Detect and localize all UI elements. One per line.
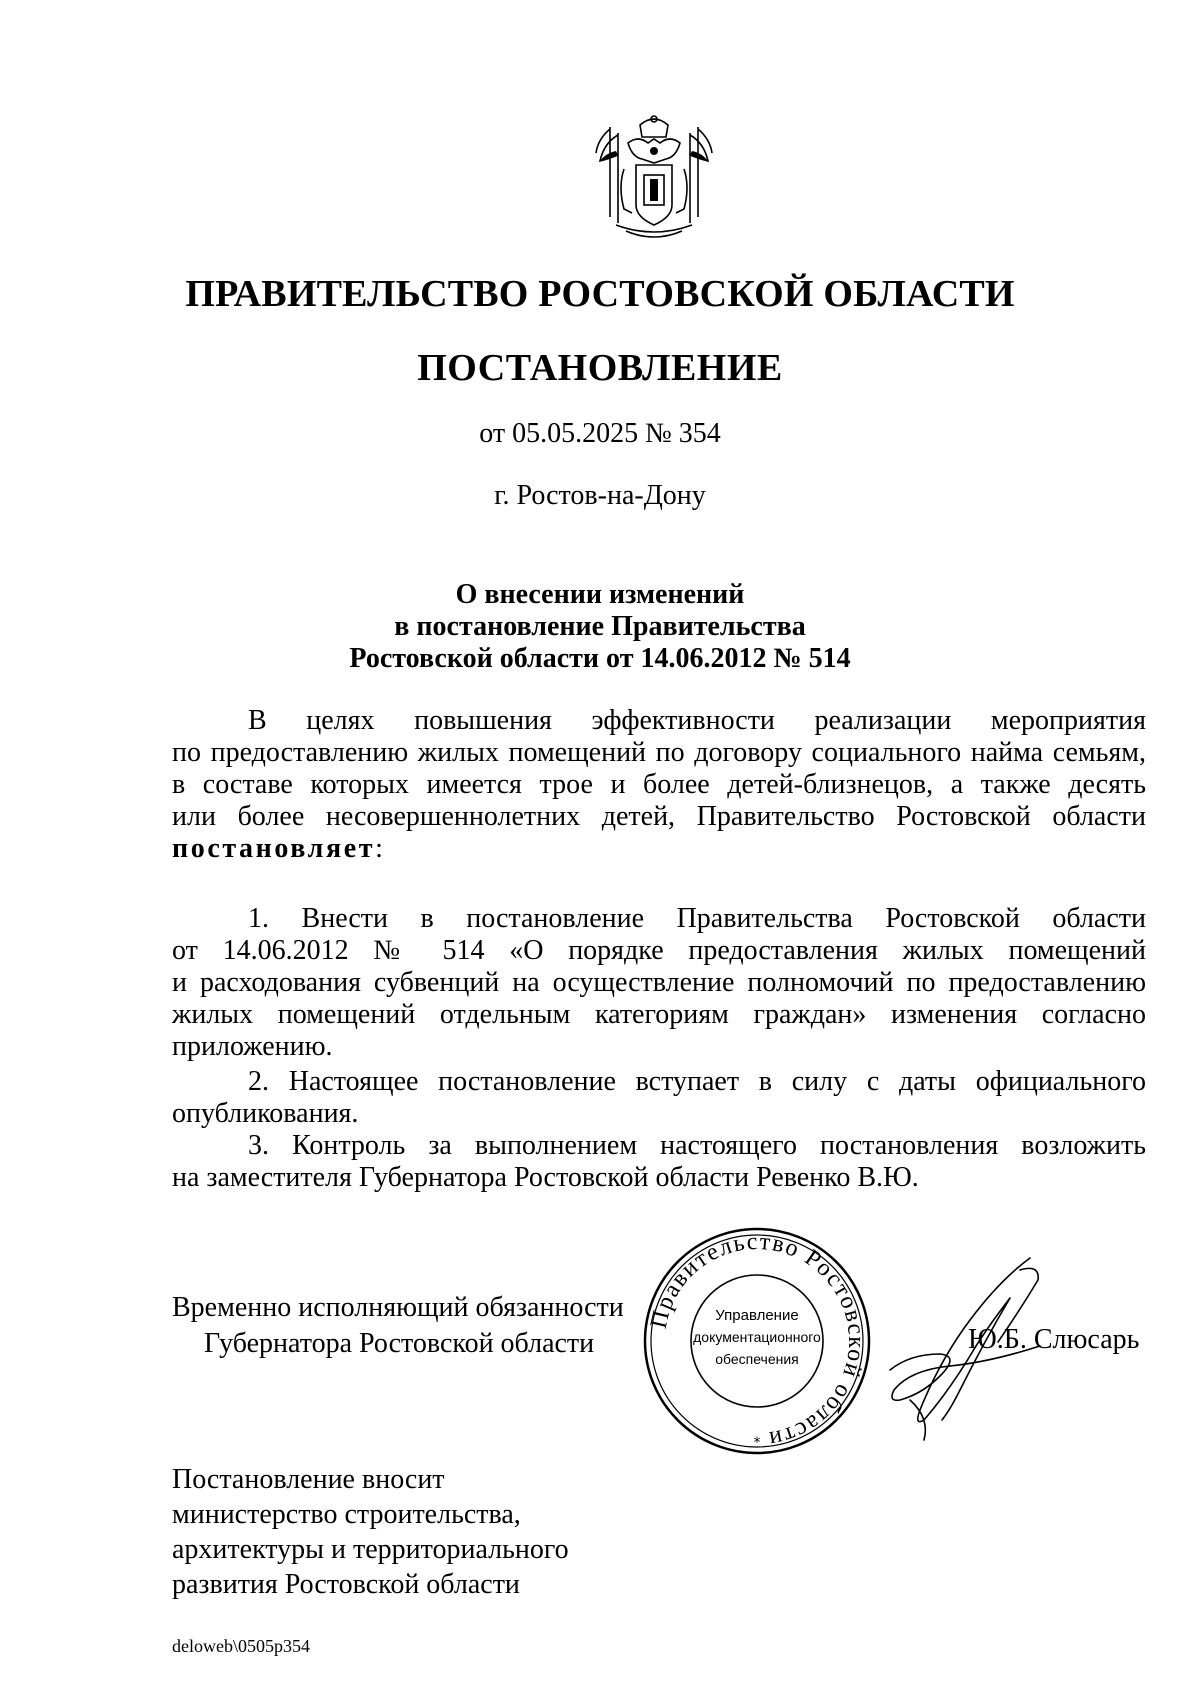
text-line: 3. Контроль за выполнением настоящего постановления возложить	[248, 1130, 1146, 1161]
city: г. Ростов-на-Дону	[494, 480, 706, 511]
text-line: В целях повышения эффективности реализации мероприятия	[248, 705, 1146, 736]
text-line: или более несовершеннолетних детей, Правительство Ростовской области	[172, 801, 1146, 832]
text-line: 1. Внести в постановление Правительства Ростовской области	[248, 903, 1146, 934]
contributor-line: министерство строительства,	[172, 1499, 521, 1530]
position-line: Губернатора Ростовской области	[204, 1328, 595, 1359]
position-line: Временно исполняющий обязанности	[172, 1292, 624, 1323]
text-line: 2. Настоящее постановление вступает в силу с даты официального	[248, 1066, 1146, 1097]
subject-line: в постановление Правительства	[394, 611, 806, 642]
text-line: на заместителя Губернатора Ростовской области Ревенко В.Ю.	[172, 1162, 919, 1193]
signatory-name: Ю.Б. Слюсарь	[968, 1324, 1140, 1355]
contributor-line: развития Ростовской области	[172, 1569, 520, 1600]
text-line: в составе которых имеется трое и более детей-близнецов, а также десять	[172, 769, 1146, 800]
rostov-oblast-coat-of-arms-icon	[588, 113, 720, 245]
stamp-inner-line: обеспечения	[715, 1351, 799, 1367]
subject-line: О внесении изменений	[455, 579, 745, 610]
contributor-line: Постановление вносит	[172, 1464, 445, 1495]
decree-line	[172, 833, 1146, 865]
document-type: ПОСТАНОВЛЕНИЕ	[417, 347, 783, 389]
decree-colon: :	[375, 833, 383, 864]
text-line: по предоставлению жилых помещений по договору социального найма семьям,	[172, 737, 1146, 768]
signatory-position	[172, 1290, 624, 1362]
item-1-paragraph	[172, 903, 1146, 1063]
stamp-inner-line: документационного	[693, 1329, 821, 1345]
file-reference: deloweb\0505p354	[172, 1636, 310, 1656]
contributor-note	[172, 1462, 569, 1602]
organization-title: ПРАВИТЕЛЬСТВО РОСТОВСКОЙ ОБЛАСТИ	[185, 273, 1015, 315]
text-line: и расходования субвенций на осуществление полномочий по предоставлению	[172, 967, 1146, 998]
stamp-inner-line: Управление	[715, 1307, 799, 1324]
item-3-paragraph	[172, 1130, 1146, 1194]
stamp-star: *	[753, 1435, 761, 1451]
subject-line: Ростовской области от 14.06.2012 № 514	[349, 643, 851, 674]
document-subject	[0, 579, 1200, 675]
text-line: жилых помещений отдельным категориям граждан» изменения согласно	[172, 999, 1146, 1030]
text-line: опубликования.	[172, 1098, 359, 1129]
text-line: приложению.	[172, 1031, 333, 1062]
text-line: от 14.06.2012 № 514 «О порядке предоставления жилых помещений	[172, 935, 1146, 966]
preamble-paragraph	[172, 705, 1146, 865]
stamp-ring-text: Правительство Ростовской области	[645, 1228, 870, 1453]
contributor-line: архитектуры и территориального	[172, 1534, 569, 1565]
item-2-paragraph	[172, 1066, 1146, 1130]
official-stamp	[641, 1225, 873, 1457]
date-and-number: от 05.05.2025 № 354	[479, 418, 721, 449]
decree-word: постановляет	[172, 833, 376, 864]
